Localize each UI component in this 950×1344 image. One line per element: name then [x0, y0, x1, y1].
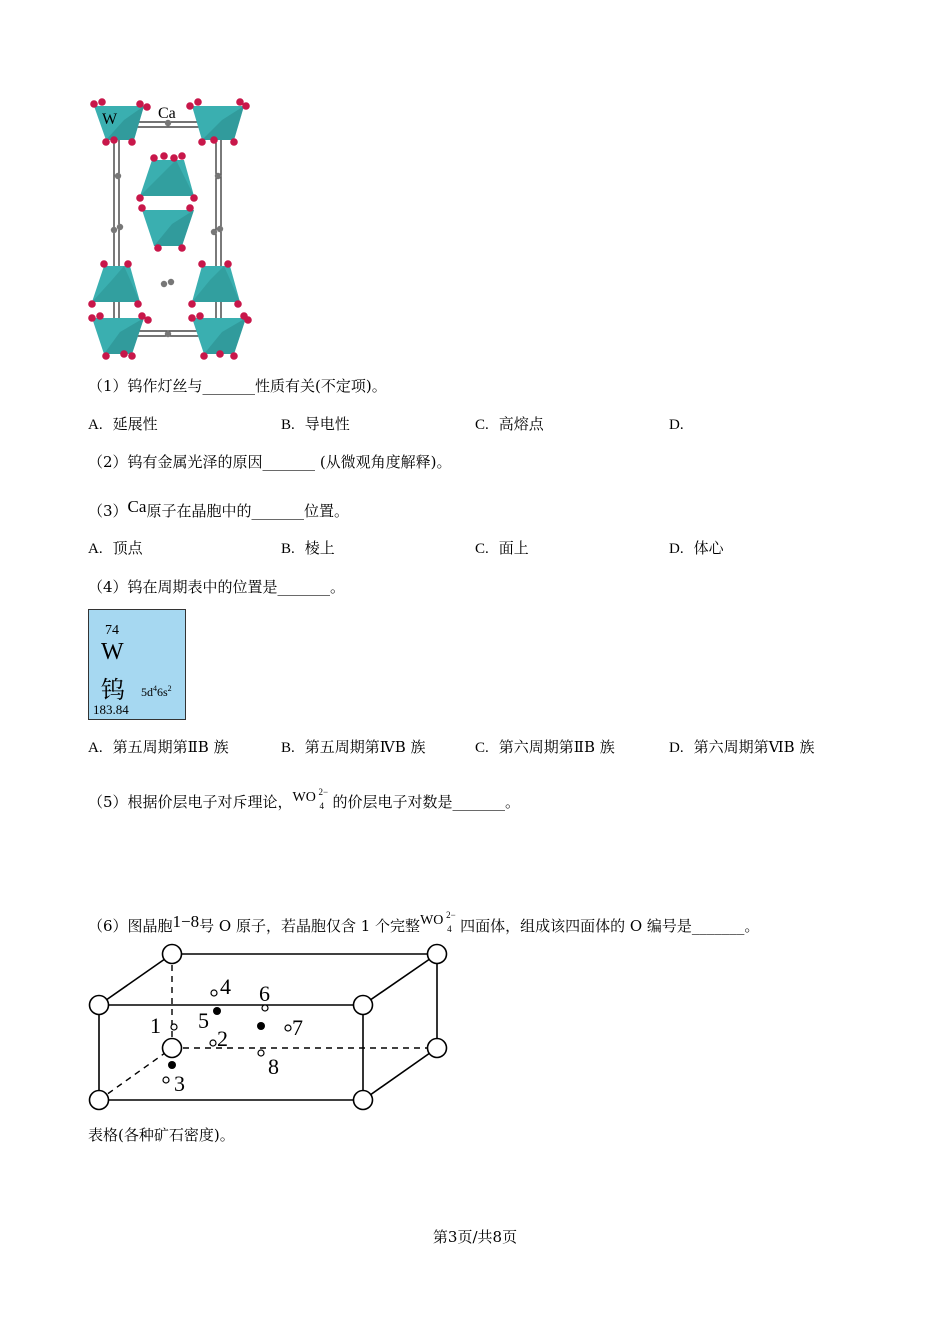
option-text: 导电性	[304, 415, 350, 433]
q3-prefix: （3）	[88, 502, 128, 520]
o-label-1: 1	[150, 1013, 161, 1038]
option-text: 第六周期第ⅥB 族	[693, 738, 815, 756]
q1-stem: （1）钨作灯丝与_______性质有关(不定项)。	[88, 377, 387, 395]
option-letter: D.	[669, 417, 684, 433]
o-label-7: 7	[292, 1015, 303, 1040]
trailing-text: 表格(各种矿石密度)。	[88, 1126, 235, 1144]
q3-option-a	[88, 538, 143, 559]
q3-suffix: 原子在晶胞中的_______位置。	[146, 502, 349, 520]
q1-option-a	[88, 414, 158, 435]
option-letter: A.	[88, 417, 103, 433]
q4-option-d	[669, 737, 814, 758]
option-text: 棱上	[304, 539, 335, 557]
option-text: 第六周期第ⅡB 族	[498, 738, 615, 756]
q4-option-b	[281, 737, 426, 758]
q1-option-c	[475, 414, 544, 435]
o-label-4: 4	[220, 974, 231, 999]
q3-option-b	[281, 538, 335, 559]
q4-stem: （4）钨在周期表中的位置是_______。	[88, 578, 346, 596]
q6-range: 1−8	[172, 912, 200, 931]
atomic-number: 74	[105, 623, 119, 638]
q6-suffix: 四面体，组成该四面体的 O 编号是_______。	[460, 917, 760, 935]
element-card-tungsten	[88, 609, 186, 720]
option-letter: B.	[281, 740, 295, 756]
o-label-6: 6	[259, 981, 270, 1006]
electron-config: $5d^46s^2$	[141, 684, 172, 699]
q3-option-c	[475, 538, 529, 559]
wo4-ion: WO 2− 4	[420, 910, 456, 934]
option-text: 第五周期第ⅡB 族	[112, 738, 229, 756]
q3-option-d	[669, 538, 724, 559]
atomic-mass: 183.84	[93, 702, 129, 717]
element-symbol: W	[101, 639, 124, 665]
option-letter: C.	[475, 417, 489, 433]
option-letter: D.	[669, 541, 684, 557]
q6-middle: 号 O 原子，若晶胞仅含 1 个完整	[199, 917, 421, 935]
q5-suffix: 的价层电子对数是_______。	[332, 793, 521, 811]
q1-option-b	[281, 414, 350, 435]
option-letter: C.	[475, 740, 489, 756]
q1-option-d	[669, 414, 694, 435]
option-letter: B.	[281, 417, 295, 433]
option-letter: D.	[669, 740, 684, 756]
page-number-footer: 第3页/共8页	[432, 1228, 518, 1246]
element-name: 钨	[101, 676, 125, 704]
crystal-structure-figure	[84, 96, 256, 362]
ca-label: Ca	[158, 105, 176, 122]
q3-stem	[88, 493, 349, 525]
q4-option-a	[88, 737, 229, 758]
o-label-2: 2	[217, 1026, 228, 1051]
option-text: 延展性	[112, 415, 158, 433]
wo4-ion: WO 2− 4	[292, 787, 329, 811]
option-text: 高熔点	[498, 415, 544, 433]
option-letter: C.	[475, 541, 489, 557]
option-text: 第五周期第ⅣB 族	[304, 738, 426, 756]
o-label-5: 5	[198, 1008, 209, 1033]
w-label: W	[102, 111, 118, 128]
option-letter: A.	[88, 541, 103, 557]
q5-prefix: （5）根据价层电子对斥理论，	[88, 793, 293, 811]
o-label-3: 3	[174, 1071, 185, 1096]
q2-stem: （2）钨有金属光泽的原因_______ (从微观角度解释)。	[88, 453, 452, 471]
q5-stem	[88, 786, 520, 814]
q6-prefix: （6）图晶胞	[88, 917, 173, 935]
corner-atoms	[90, 945, 447, 1110]
o-label-8: 8	[268, 1054, 279, 1079]
option-letter: A.	[88, 740, 103, 756]
option-text: 面上	[498, 539, 529, 557]
option-letter: B.	[281, 541, 295, 557]
q4-option-c	[475, 737, 615, 758]
option-text: 体心	[693, 539, 724, 557]
unit-cell-figure	[86, 940, 458, 1116]
ca-chem-label: Ca	[127, 497, 147, 516]
q6-stem	[88, 908, 759, 939]
option-text: 顶点	[112, 539, 143, 557]
